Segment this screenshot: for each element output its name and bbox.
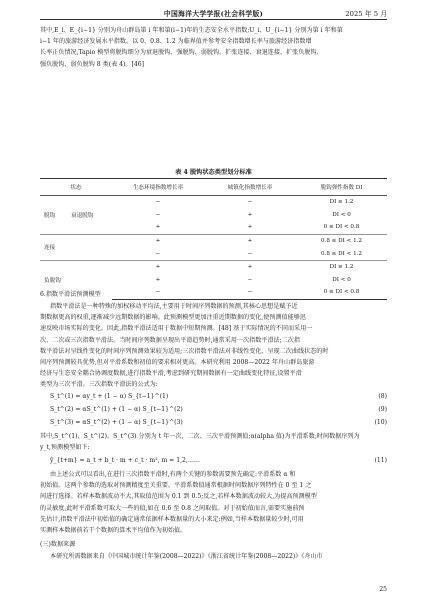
di-cell: 0.8 ≤ DI < 1.2 bbox=[296, 234, 387, 247]
text-line: 的灵敏度,此时平滑系数可取大一些的值,如在 0.6 至 0.8 之间取值。对于初始值而言,需要实施前预 bbox=[40, 504, 305, 512]
text-line: y_t,预测模型如下: bbox=[40, 444, 90, 452]
text-line: 其中,S_t^(1)、S_t^(2)、S_t^(3) 分别为 t 年一次、二次、三次平滑预测值;α(alpha 值)为平滑系数;时间数据序列为 bbox=[40, 433, 360, 440]
urb-cell: + bbox=[247, 224, 253, 231]
text-line: i−1 年的旅游经济发展水平指数。以 0、0.8、1.2 为临界值并参考安全指数增长率与旅游经济指数增 bbox=[40, 38, 312, 46]
text-line: 类型为三次平滑。三次指数平滑法的公式为: bbox=[40, 381, 158, 389]
eco-cell: + bbox=[112, 234, 204, 247]
text-line: 间进行选择。若样本数据波动不大,其取值范围为 0.1 到 0.5;反之,若样本数据波动较大,为提高预测模型 bbox=[40, 493, 317, 501]
urb-cell: − bbox=[204, 286, 296, 299]
di-cell: 0.8 ≤ DI < 1.2 bbox=[321, 250, 362, 257]
issue-date: 2025 年 5 月 bbox=[345, 10, 387, 18]
text-line: 数平滑法对呈线性变化的时间序列预测效果较为适用;三次指数平滑法对非线性变化、呈现二次曲线状态的时 bbox=[40, 347, 329, 355]
eco-cell: − bbox=[155, 199, 161, 206]
intro-paragraph bbox=[40, 25, 387, 70]
urb-cell: + bbox=[204, 234, 296, 247]
urb-cell: − bbox=[247, 250, 253, 257]
di-cell: DI < 0 bbox=[332, 211, 351, 218]
equation-expression: ŷ_{t+m} = a_t + b_t · m + c_t · m², m = 1,2,…… bbox=[50, 457, 201, 464]
di-cell: 0 ≤ DI < 0.8 bbox=[323, 224, 360, 231]
text-line: 实测样本数据前若干个数据的算术平均值作为初始值。 bbox=[40, 527, 187, 535]
text-line: 次、二次或三次指数平滑法。当时间序列数据呈现出平滑趋势时,通常采用一次指数平滑法;二次指 bbox=[40, 336, 300, 344]
table-title: 表 4 脱钩状态类型划分标准 bbox=[175, 169, 252, 176]
text-line: 期数据更高的权重,逐渐减少远期数据的影响。此预测模型更加注重近期数据的变化,使预测值能够迅 bbox=[40, 314, 306, 322]
journal-name: 中国海洋大学学报(社会科学版) bbox=[163, 10, 264, 18]
group-label: 脱钩 bbox=[44, 212, 56, 219]
equation-11 bbox=[50, 457, 387, 467]
column-header: 状态 bbox=[40, 179, 112, 196]
text-line: 速反映市场实际的变化。因此,指数平滑法适用于数据中短期预测。[48] 基于实际情况的不同而采用一 bbox=[40, 325, 313, 333]
equation-expression: S_t^(3) = αS_t^(2) + (1 − α) S_{t−1}^(3) bbox=[50, 419, 183, 426]
equation-8 bbox=[50, 393, 387, 403]
urb-cell: − bbox=[247, 276, 253, 283]
table-header-row bbox=[40, 179, 387, 196]
state-cell: 衰退脱钩 bbox=[70, 212, 94, 219]
di-cell: DI < 0 bbox=[332, 276, 351, 283]
group-label: 负脱钩 bbox=[44, 278, 61, 285]
text-line: 长率正负情况,Tapio 模型将脱钩细分为衰退脱钩、强脱钩、弱脱钩、扩张连接、衰退连接、扩张负脱钩、 bbox=[40, 49, 323, 57]
section-heading: 6.指数平滑法预测模型 bbox=[40, 291, 101, 298]
text-line: 间序列预测较具优势,但对平滑系数和初值的要求相对更高。本研究利用 2008—2022 年舟山群岛旅游 bbox=[40, 359, 315, 367]
equation-number: (8) bbox=[378, 393, 387, 400]
page-number: 25 bbox=[379, 586, 387, 593]
equation-number: (9) bbox=[378, 406, 387, 413]
eco-cell: − bbox=[155, 211, 161, 218]
text-line: 先估计,指数平滑法中初始值的确定通常依据样本数据量的大小来定:例如,当样本数据量较少时,可用 bbox=[40, 515, 304, 523]
column-header: 生态环境指数增长率 bbox=[112, 179, 204, 196]
di-cell: DI ≥ 1.2 bbox=[296, 260, 387, 273]
di-cell: 0 ≤ DI < 0.8 bbox=[296, 286, 387, 299]
table-row bbox=[40, 260, 387, 273]
header-rule bbox=[40, 19, 387, 20]
text-line: 强负脱钩、弱负脱钩 8 类(表 4)。[46] bbox=[40, 60, 144, 68]
di-cell: DI ≥ 1.2 bbox=[329, 199, 354, 206]
equation-expression: S_t^(1) = αy_t + (1 − α) S_{t−1}^(1) bbox=[50, 393, 169, 400]
text-line: 指数平滑法是一种特殊的加权移动平均法,主要用于时间序列数据的预测,其核心思想是赋予近 bbox=[50, 303, 298, 310]
alpha-paragraph bbox=[40, 469, 387, 536]
equation-number: (11) bbox=[374, 457, 387, 464]
eco-cell: − bbox=[155, 250, 161, 257]
section6-paragraph bbox=[40, 301, 387, 391]
equation-expression: S_t^(2) = αS_t^(1) + (1 − α) S_{t−1}^(2) bbox=[50, 406, 183, 413]
eco-cell: + bbox=[155, 276, 161, 283]
text-line: 本研究所需数据来自《中国城市统计年鉴(2008—2022)》《浙江省统计年鉴(2008—2022)》《舟山市 bbox=[50, 553, 323, 560]
group-label: 连接 bbox=[44, 245, 56, 252]
equation-explanation bbox=[40, 431, 387, 453]
eco-cell: + bbox=[155, 224, 161, 231]
equation-number: (10) bbox=[374, 419, 387, 426]
text-line: 由上述公式可以看出,在进行三次指数平滑时,有两个关键的参数需要预先确定:平滑系数 α 和 bbox=[50, 471, 296, 478]
table-row bbox=[40, 234, 387, 247]
urb-cell: + bbox=[247, 211, 253, 218]
equation-10 bbox=[50, 419, 387, 429]
text-line: 其中,E_i、E_{i−1} 分别为舟山群岛第 i 年和第(i−1)年的生态安全水平指数;U_i、U_{i−1} 分别为第 i 年和第 bbox=[40, 27, 343, 34]
data-source-paragraph bbox=[40, 551, 387, 562]
urb-cell: + bbox=[204, 260, 296, 273]
equation-9 bbox=[50, 406, 387, 416]
running-header bbox=[0, 0, 427, 24]
eco-cell: − bbox=[112, 286, 204, 299]
column-header: 脱钩弹性指数 DI bbox=[296, 179, 387, 196]
eco-cell: + bbox=[112, 260, 204, 273]
decoupling-table bbox=[40, 178, 387, 300]
table-row bbox=[40, 196, 387, 209]
text-line: 经济与生态安全耦合协调度数据,进行指数平滑,考虑到研究期间数据有一定曲线变化特征,设置平滑 bbox=[40, 370, 302, 378]
text-line: 初始值。这两个参数的选取对预测精度至关重要。平滑系数值通常根据时间数据序列特性在 0 至 1 之 bbox=[40, 482, 312, 490]
column-header: 城镇化指数增长率 bbox=[204, 179, 296, 196]
urb-cell: − bbox=[247, 199, 253, 206]
section-heading: (三)数据来源 bbox=[40, 541, 76, 548]
